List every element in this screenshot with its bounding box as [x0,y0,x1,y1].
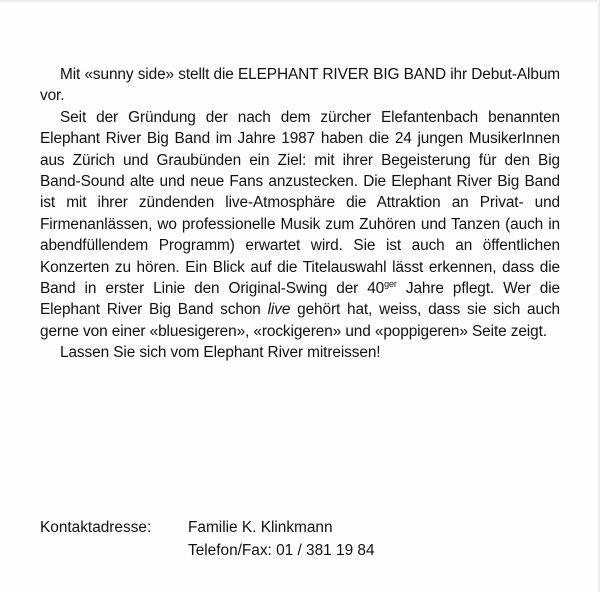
closing-paragraph: Lassen Sie sich vom Elephant River mitreissen! [60,344,381,362]
history-text-2: Jahre pflegt. Wer die Elephant River Big Band schon [40,280,560,319]
page-top-edge [0,0,600,4]
history-paragraph [40,107,560,342]
contact-details [188,516,375,562]
body-text [40,64,560,364]
band-name-caps: ELEPHANT RIVER BIG BAND [238,66,446,83]
history-text-3: gehört hat, weiss, dass sie sich auch gerne von einer «bluesigeren», «rockigeren» und «poppigeren» Seite zeigt. [40,301,561,340]
decade-suffix: ger [384,279,397,290]
contact-label: Kontaktadresse: [40,519,152,536]
contact-phone: Telefon/Fax: 01 / 381 19 84 [188,542,375,559]
intro-after: ihr Debut-Album vor. [40,66,560,105]
intro-before: Mit «sunny side» stellt die [60,66,238,83]
contact-name: Familie K. Klinkmann [188,519,333,536]
history-text-1: Seit der Gründung der nach dem zürcher Elefantenbach benannten Elephant River Big Band im Jahre 1987 haben die 24 jungen MusikerInnen aus Zürich und Graubünden ein Ziel: mit ihrer Begeisterung für den Big Band-Sound alte und neue Fans anzustecken. Die Elephant River Big Band ist mit ihrer zündenden live-Atmosphäre die Attraktion an Privat- und Firmenanlässen, wo professionelle Musik zum Zuhören und Tanzen (auch in abendfüllendem Programm) erwartet wird. Sie ist auch an öffentlichen Konzerten zu hören. Ein Blick auf die Titelauswahl lässt erkennen, dass die Band in erster Linie den Original-Swing der 40 [40,108,560,298]
intro-paragraph [40,64,560,107]
live-emphasis: live [267,301,291,319]
